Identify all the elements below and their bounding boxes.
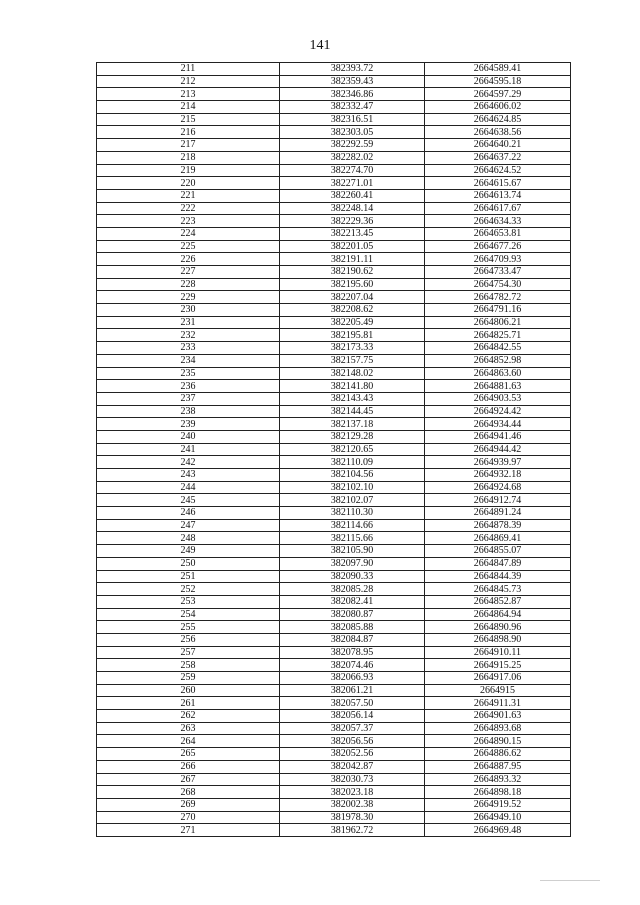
y-coordinate-cell: 2664898.18 xyxy=(425,786,571,799)
x-coordinate-cell: 382248.14 xyxy=(280,202,425,215)
y-coordinate-cell: 2664709.93 xyxy=(425,253,571,266)
y-coordinate-cell: 2664890.15 xyxy=(425,735,571,748)
table-row xyxy=(97,88,571,101)
y-coordinate-cell: 2664932.18 xyxy=(425,469,571,482)
y-coordinate-cell: 2664924.42 xyxy=(425,405,571,418)
x-coordinate-cell: 382085.28 xyxy=(280,583,425,596)
point-number-cell: 227 xyxy=(97,266,280,279)
x-coordinate-cell: 382271.01 xyxy=(280,177,425,190)
y-coordinate-cell: 2664845.73 xyxy=(425,583,571,596)
table-row xyxy=(97,202,571,215)
point-number-cell: 215 xyxy=(97,113,280,126)
table-row xyxy=(97,291,571,304)
table-row xyxy=(97,532,571,545)
x-coordinate-cell: 382292.59 xyxy=(280,139,425,152)
y-coordinate-cell: 2664852.87 xyxy=(425,595,571,608)
y-coordinate-cell: 2664893.68 xyxy=(425,722,571,735)
y-coordinate-cell: 2664613.74 xyxy=(425,189,571,202)
x-coordinate-cell: 382002.38 xyxy=(280,798,425,811)
y-coordinate-cell: 2664733.47 xyxy=(425,266,571,279)
y-coordinate-cell: 2664595.18 xyxy=(425,75,571,88)
x-coordinate-cell: 382115.66 xyxy=(280,532,425,545)
x-coordinate-cell: 382056.14 xyxy=(280,710,425,723)
y-coordinate-cell: 2664912.74 xyxy=(425,494,571,507)
point-number-cell: 257 xyxy=(97,646,280,659)
table-row xyxy=(97,278,571,291)
point-number-cell: 218 xyxy=(97,151,280,164)
y-coordinate-cell: 2664941.46 xyxy=(425,430,571,443)
table-row xyxy=(97,253,571,266)
y-coordinate-cell: 2664911.31 xyxy=(425,697,571,710)
x-coordinate-cell: 382074.46 xyxy=(280,659,425,672)
x-coordinate-cell: 382084.87 xyxy=(280,633,425,646)
x-coordinate-cell: 382195.60 xyxy=(280,278,425,291)
x-coordinate-cell: 382114.66 xyxy=(280,519,425,532)
point-number-cell: 230 xyxy=(97,304,280,317)
point-number-cell: 222 xyxy=(97,202,280,215)
y-coordinate-cell: 2664617.67 xyxy=(425,202,571,215)
table-row xyxy=(97,507,571,520)
table-row xyxy=(97,75,571,88)
table-row xyxy=(97,646,571,659)
point-number-cell: 236 xyxy=(97,380,280,393)
y-coordinate-cell: 2664924.68 xyxy=(425,481,571,494)
table-row xyxy=(97,469,571,482)
x-coordinate-cell: 382023.18 xyxy=(280,786,425,799)
point-number-cell: 254 xyxy=(97,608,280,621)
y-coordinate-cell: 2664589.41 xyxy=(425,63,571,76)
x-coordinate-cell: 382056.56 xyxy=(280,735,425,748)
point-number-cell: 217 xyxy=(97,139,280,152)
x-coordinate-cell: 382208.62 xyxy=(280,304,425,317)
point-number-cell: 221 xyxy=(97,189,280,202)
x-coordinate-cell: 382143.43 xyxy=(280,392,425,405)
table-row xyxy=(97,443,571,456)
table-row xyxy=(97,748,571,761)
table-row xyxy=(97,519,571,532)
x-coordinate-cell: 382346.86 xyxy=(280,88,425,101)
x-coordinate-cell: 382110.09 xyxy=(280,456,425,469)
table-row xyxy=(97,392,571,405)
y-coordinate-cell: 2664917.06 xyxy=(425,672,571,685)
table-row xyxy=(97,151,571,164)
table-row xyxy=(97,798,571,811)
point-number-cell: 255 xyxy=(97,621,280,634)
point-number-cell: 247 xyxy=(97,519,280,532)
y-coordinate-cell: 2664624.85 xyxy=(425,113,571,126)
table-row xyxy=(97,608,571,621)
table-row xyxy=(97,760,571,773)
x-coordinate-cell: 382105.90 xyxy=(280,545,425,558)
y-coordinate-cell: 2664949.10 xyxy=(425,811,571,824)
x-coordinate-cell: 382393.72 xyxy=(280,63,425,76)
table-row xyxy=(97,684,571,697)
table-row xyxy=(97,570,571,583)
y-coordinate-cell: 2664887.95 xyxy=(425,760,571,773)
point-number-cell: 268 xyxy=(97,786,280,799)
point-number-cell: 220 xyxy=(97,177,280,190)
x-coordinate-cell: 382102.10 xyxy=(280,481,425,494)
x-coordinate-cell: 381978.30 xyxy=(280,811,425,824)
y-coordinate-cell: 2664863.60 xyxy=(425,367,571,380)
y-coordinate-cell: 2664606.02 xyxy=(425,101,571,114)
y-coordinate-cell: 2664878.39 xyxy=(425,519,571,532)
table-row xyxy=(97,164,571,177)
table-row xyxy=(97,139,571,152)
y-coordinate-cell: 2664944.42 xyxy=(425,443,571,456)
x-coordinate-cell: 382144.45 xyxy=(280,405,425,418)
table-row xyxy=(97,697,571,710)
point-number-cell: 256 xyxy=(97,633,280,646)
table-row xyxy=(97,621,571,634)
point-number-cell: 223 xyxy=(97,215,280,228)
table-row xyxy=(97,240,571,253)
table-row xyxy=(97,735,571,748)
table-row xyxy=(97,672,571,685)
table-row xyxy=(97,545,571,558)
x-coordinate-cell: 382205.49 xyxy=(280,316,425,329)
point-number-cell: 243 xyxy=(97,469,280,482)
y-coordinate-cell: 2664615.67 xyxy=(425,177,571,190)
x-coordinate-cell: 382137.18 xyxy=(280,418,425,431)
table-row xyxy=(97,481,571,494)
table-row xyxy=(97,63,571,76)
x-coordinate-cell: 382030.73 xyxy=(280,773,425,786)
footer-line xyxy=(540,880,600,881)
table-row xyxy=(97,557,571,570)
y-coordinate-cell: 2664969.48 xyxy=(425,824,571,837)
x-coordinate-cell: 382195.81 xyxy=(280,329,425,342)
x-coordinate-cell: 382332.47 xyxy=(280,101,425,114)
point-number-cell: 260 xyxy=(97,684,280,697)
x-coordinate-cell: 382201.05 xyxy=(280,240,425,253)
y-coordinate-cell: 2664677.26 xyxy=(425,240,571,253)
point-number-cell: 239 xyxy=(97,418,280,431)
y-coordinate-cell: 2664634.33 xyxy=(425,215,571,228)
table-row xyxy=(97,405,571,418)
y-coordinate-cell: 2664791.16 xyxy=(425,304,571,317)
y-coordinate-cell: 2664886.62 xyxy=(425,748,571,761)
point-number-cell: 244 xyxy=(97,481,280,494)
y-coordinate-cell: 2664855.07 xyxy=(425,545,571,558)
y-coordinate-cell: 2664869.41 xyxy=(425,532,571,545)
table-row xyxy=(97,329,571,342)
y-coordinate-cell: 2664806.21 xyxy=(425,316,571,329)
point-number-cell: 228 xyxy=(97,278,280,291)
table-row xyxy=(97,583,571,596)
table-row xyxy=(97,430,571,443)
point-number-cell: 269 xyxy=(97,798,280,811)
point-number-cell: 263 xyxy=(97,722,280,735)
table-row xyxy=(97,367,571,380)
point-number-cell: 216 xyxy=(97,126,280,139)
table-row xyxy=(97,342,571,355)
point-number-cell: 271 xyxy=(97,824,280,837)
table-row xyxy=(97,722,571,735)
point-number-cell: 238 xyxy=(97,405,280,418)
point-number-cell: 235 xyxy=(97,367,280,380)
point-number-cell: 267 xyxy=(97,773,280,786)
table-row xyxy=(97,773,571,786)
point-number-cell: 261 xyxy=(97,697,280,710)
x-coordinate-cell: 382207.04 xyxy=(280,291,425,304)
point-number-cell: 224 xyxy=(97,227,280,240)
x-coordinate-cell: 382052.56 xyxy=(280,748,425,761)
table-row xyxy=(97,456,571,469)
x-coordinate-cell: 382061.21 xyxy=(280,684,425,697)
x-coordinate-cell: 382090.33 xyxy=(280,570,425,583)
y-coordinate-cell: 2664638.56 xyxy=(425,126,571,139)
table-row xyxy=(97,354,571,367)
point-number-cell: 253 xyxy=(97,595,280,608)
point-number-cell: 231 xyxy=(97,316,280,329)
point-number-cell: 262 xyxy=(97,710,280,723)
page-number: 141 xyxy=(309,38,331,53)
table-row xyxy=(97,380,571,393)
x-coordinate-cell: 382104.56 xyxy=(280,469,425,482)
y-coordinate-cell: 2664847.89 xyxy=(425,557,571,570)
x-coordinate-cell: 382190.62 xyxy=(280,266,425,279)
table-row xyxy=(97,215,571,228)
table-row xyxy=(97,126,571,139)
x-coordinate-cell: 382110.30 xyxy=(280,507,425,520)
y-coordinate-cell: 2664915.25 xyxy=(425,659,571,672)
x-coordinate-cell: 382303.05 xyxy=(280,126,425,139)
x-coordinate-cell: 382141.80 xyxy=(280,380,425,393)
table-row xyxy=(97,189,571,202)
y-coordinate-cell: 2664782.72 xyxy=(425,291,571,304)
x-coordinate-cell: 382057.37 xyxy=(280,722,425,735)
point-number-cell: 250 xyxy=(97,557,280,570)
x-coordinate-cell: 382042.87 xyxy=(280,760,425,773)
y-coordinate-cell: 2664637.22 xyxy=(425,151,571,164)
y-coordinate-cell: 2664825.71 xyxy=(425,329,571,342)
point-number-cell: 242 xyxy=(97,456,280,469)
point-number-cell: 214 xyxy=(97,101,280,114)
y-coordinate-cell: 2664893.32 xyxy=(425,773,571,786)
table-row xyxy=(97,710,571,723)
point-number-cell: 251 xyxy=(97,570,280,583)
coordinates-table xyxy=(96,62,571,837)
point-number-cell: 258 xyxy=(97,659,280,672)
x-coordinate-cell: 382229.36 xyxy=(280,215,425,228)
y-coordinate-cell: 2664653.81 xyxy=(425,227,571,240)
y-coordinate-cell: 2664934.44 xyxy=(425,418,571,431)
x-coordinate-cell: 382078.95 xyxy=(280,646,425,659)
point-number-cell: 211 xyxy=(97,63,280,76)
x-coordinate-cell: 382120.65 xyxy=(280,443,425,456)
point-number-cell: 266 xyxy=(97,760,280,773)
table-row xyxy=(97,316,571,329)
y-coordinate-cell: 2664754.30 xyxy=(425,278,571,291)
x-coordinate-cell: 382102.07 xyxy=(280,494,425,507)
x-coordinate-cell: 382057.50 xyxy=(280,697,425,710)
point-number-cell: 240 xyxy=(97,430,280,443)
y-coordinate-cell: 2664852.98 xyxy=(425,354,571,367)
point-number-cell: 246 xyxy=(97,507,280,520)
y-coordinate-cell: 2664910.11 xyxy=(425,646,571,659)
table-row xyxy=(97,304,571,317)
y-coordinate-cell: 2664898.90 xyxy=(425,633,571,646)
point-number-cell: 245 xyxy=(97,494,280,507)
table-row xyxy=(97,786,571,799)
y-coordinate-cell: 2664864.94 xyxy=(425,608,571,621)
x-coordinate-cell: 382213.45 xyxy=(280,227,425,240)
y-coordinate-cell: 2664939.97 xyxy=(425,456,571,469)
point-number-cell: 237 xyxy=(97,392,280,405)
y-coordinate-cell: 2664915 xyxy=(425,684,571,697)
y-coordinate-cell: 2664903.53 xyxy=(425,392,571,405)
y-coordinate-cell: 2664881.63 xyxy=(425,380,571,393)
table-row xyxy=(97,811,571,824)
x-coordinate-cell: 382082.41 xyxy=(280,595,425,608)
point-number-cell: 265 xyxy=(97,748,280,761)
y-coordinate-cell: 2664842.55 xyxy=(425,342,571,355)
table-row xyxy=(97,227,571,240)
point-number-cell: 259 xyxy=(97,672,280,685)
table-row xyxy=(97,659,571,672)
y-coordinate-cell: 2664890.96 xyxy=(425,621,571,634)
point-number-cell: 219 xyxy=(97,164,280,177)
y-coordinate-cell: 2664844.39 xyxy=(425,570,571,583)
point-number-cell: 249 xyxy=(97,545,280,558)
table-row xyxy=(97,824,571,837)
point-number-cell: 226 xyxy=(97,253,280,266)
x-coordinate-cell: 382282.02 xyxy=(280,151,425,164)
point-number-cell: 241 xyxy=(97,443,280,456)
point-number-cell: 212 xyxy=(97,75,280,88)
x-coordinate-cell: 382157.75 xyxy=(280,354,425,367)
y-coordinate-cell: 2664891.24 xyxy=(425,507,571,520)
y-coordinate-cell: 2664901.63 xyxy=(425,710,571,723)
y-coordinate-cell: 2664919.52 xyxy=(425,798,571,811)
y-coordinate-cell: 2664624.52 xyxy=(425,164,571,177)
point-number-cell: 252 xyxy=(97,583,280,596)
x-coordinate-cell: 382080.87 xyxy=(280,608,425,621)
x-coordinate-cell: 382173.33 xyxy=(280,342,425,355)
x-coordinate-cell: 382066.93 xyxy=(280,672,425,685)
point-number-cell: 229 xyxy=(97,291,280,304)
table-row xyxy=(97,633,571,646)
y-coordinate-cell: 2664640.21 xyxy=(425,139,571,152)
table-row xyxy=(97,101,571,114)
point-number-cell: 232 xyxy=(97,329,280,342)
x-coordinate-cell: 382085.88 xyxy=(280,621,425,634)
y-coordinate-cell: 2664597.29 xyxy=(425,88,571,101)
x-coordinate-cell: 381962.72 xyxy=(280,824,425,837)
x-coordinate-cell: 382274.70 xyxy=(280,164,425,177)
point-number-cell: 234 xyxy=(97,354,280,367)
point-number-cell: 225 xyxy=(97,240,280,253)
table-row xyxy=(97,595,571,608)
x-coordinate-cell: 382359.43 xyxy=(280,75,425,88)
table-row xyxy=(97,418,571,431)
coordinates-table-body xyxy=(97,63,571,837)
x-coordinate-cell: 382316.51 xyxy=(280,113,425,126)
table-row xyxy=(97,177,571,190)
point-number-cell: 270 xyxy=(97,811,280,824)
table-row xyxy=(97,266,571,279)
x-coordinate-cell: 382097.90 xyxy=(280,557,425,570)
x-coordinate-cell: 382260.41 xyxy=(280,189,425,202)
table-row xyxy=(97,113,571,126)
x-coordinate-cell: 382191.11 xyxy=(280,253,425,266)
point-number-cell: 213 xyxy=(97,88,280,101)
table-row xyxy=(97,494,571,507)
point-number-cell: 233 xyxy=(97,342,280,355)
x-coordinate-cell: 382129.28 xyxy=(280,430,425,443)
point-number-cell: 248 xyxy=(97,532,280,545)
x-coordinate-cell: 382148.02 xyxy=(280,367,425,380)
point-number-cell: 264 xyxy=(97,735,280,748)
